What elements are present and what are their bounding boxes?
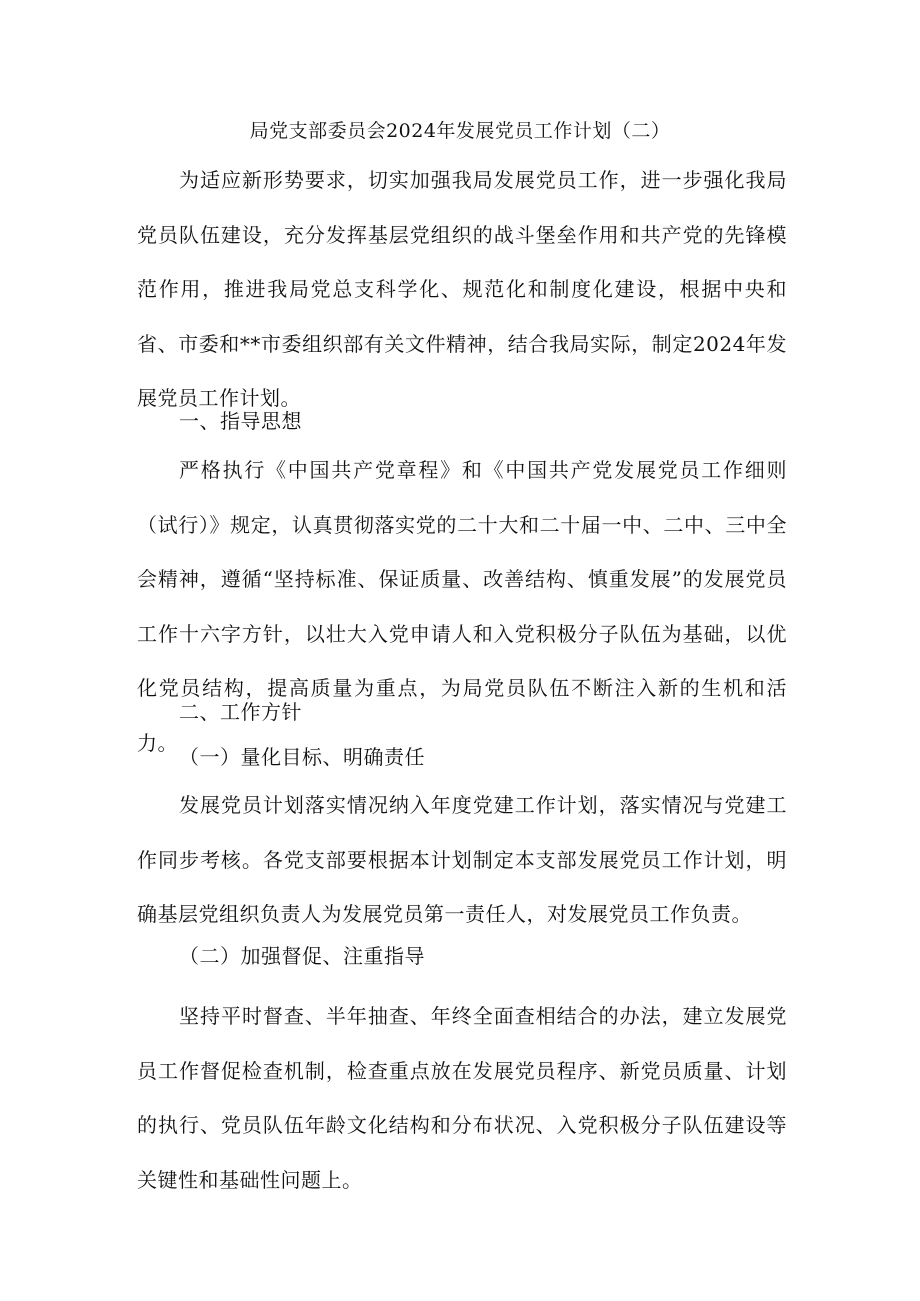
strengthen-supervision-paragraph: 坚持平时督查、半年抽查、年终全面查相结合的办法，建立发展党员工作督促检查机制，检查重点放在发展党员程序、新党员质量、计划的执行、党员队伍年龄文化结构和分布状况、入党积极分子队伍建设等关键性和基础性问题上。 — [137, 1004, 787, 1192]
subsection-heading-strengthen-supervision: （二）加强督促、注重指导 — [179, 944, 425, 968]
subsection-heading-quantify-targets: （一）量化目标、明确责任 — [179, 745, 425, 769]
guiding-ideology-paragraph: 严格执行《中国共产党章程》和《中国共产党发展党员工作细则（试行）》规定，认真贯彻落实党的二十大和二十届一中、二中、三中全会精神，遵循“坚持标准、保证质量、改善结构、慎重发展”的发展党员工作十六字方针，以壮大入党申请人和入党积极分子队伍为基础，以优化党员结构，提高质量为重点，为局党员队伍不断注入新的生机和活力。 — [137, 458, 787, 755]
section-heading-guiding-ideology: 一、指导思想 — [179, 409, 302, 433]
intro-paragraph: 为适应新形势要求，切实加强我局发展党员工作，进一步强化我局党员队伍建设，充分发挥基层党组织的战斗堡垒作用和共产党的先锋模范作用，推进我局党总支科学化、规范化和制度化建设，根据中央和省、市委和**市委组织部有关文件精神，结合我局实际，制定2024年发展党员工作计划。 — [137, 168, 787, 410]
quantify-targets-paragraph: 发展党员计划落实情况纳入年度党建工作计划，落实情况与党建工作同步考核。各党支部要根据本计划制定本支部发展党员工作计划，明确基层党组织负责人为发展党员第一责任人，对发展党员工作负责。 — [137, 793, 787, 926]
section-heading-work-policy: 二、工作方针 — [179, 700, 302, 724]
document-title: 局党支部委员会2024年发展党员工作计划（二） — [249, 120, 671, 142]
